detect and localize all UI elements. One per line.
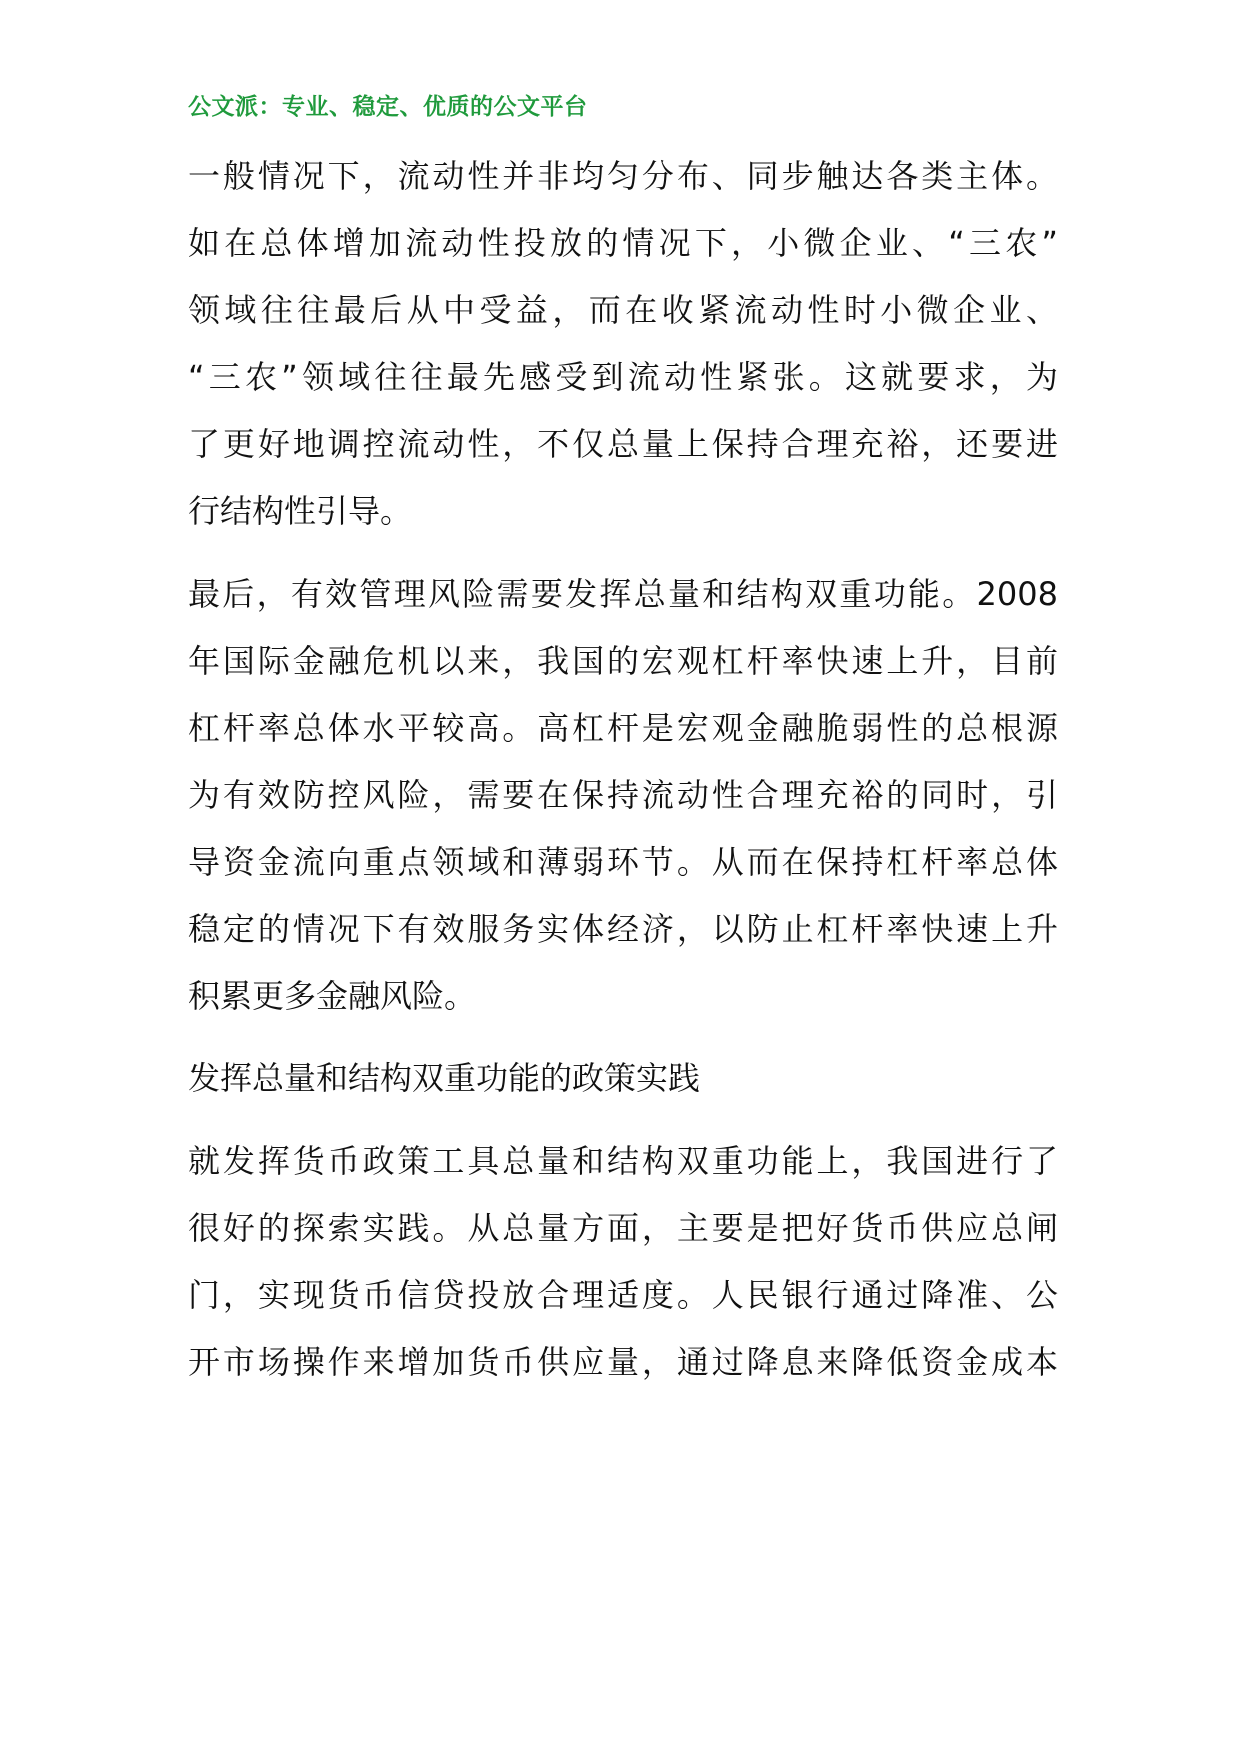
text-line: 如在总体增加流动性投放的情况下，小微企业、“三农” <box>188 224 1058 262</box>
text-line: 杠杆率总体水平较高。高杠杆是宏观金融脆弱性的总根源 <box>188 709 1058 747</box>
text-line: 一般情况下，流动性并非均匀分布、同步触达各类主体。 <box>188 157 1058 195</box>
text-line: 开市场操作来增加货币供应量，通过降息来降低资金成本 <box>188 1343 1058 1381</box>
text-line: 稳定的情况下有效服务实体经济，以防止杠杆率快速上升 <box>188 910 1058 948</box>
text-line: 最后，有效管理风险需要发挥总量和结构双重功能。2008 <box>188 575 1058 613</box>
text-line: 行结构性引导。 <box>188 492 413 530</box>
text-line: 就发挥货币政策工具总量和结构双重功能上，我国进行了 <box>188 1142 1058 1180</box>
text-line: “三农”领域往往最先感受到流动性紧张。这就要求，为 <box>188 358 1058 396</box>
text-line: 积累更多金融风险。 <box>188 977 477 1015</box>
text-line: 了更好地调控流动性，不仅总量上保持合理充裕，还要进 <box>188 425 1058 463</box>
text-line: 导资金流向重点领域和薄弱环节。从而在保持杠杆率总体 <box>188 843 1058 881</box>
section-heading: 发挥总量和结构双重功能的政策实践 <box>188 1059 701 1097</box>
text-line: 门，实现货币信贷投放合理适度。人民银行通过降准、公 <box>188 1276 1058 1314</box>
header-title: 公文派：专业、稳定、优质的公文平台 <box>188 93 588 120</box>
text-line: 为有效防控风险，需要在保持流动性合理充裕的同时，引 <box>188 776 1058 814</box>
text-line: 年国际金融危机以来，我国的宏观杠杆率快速上升，目前 <box>188 642 1058 680</box>
text-line: 领域往往最后从中受益，而在收紧流动性时小微企业、 <box>188 291 1058 329</box>
text-line: 很好的探索实践。从总量方面，主要是把好货币供应总闸 <box>188 1209 1058 1247</box>
